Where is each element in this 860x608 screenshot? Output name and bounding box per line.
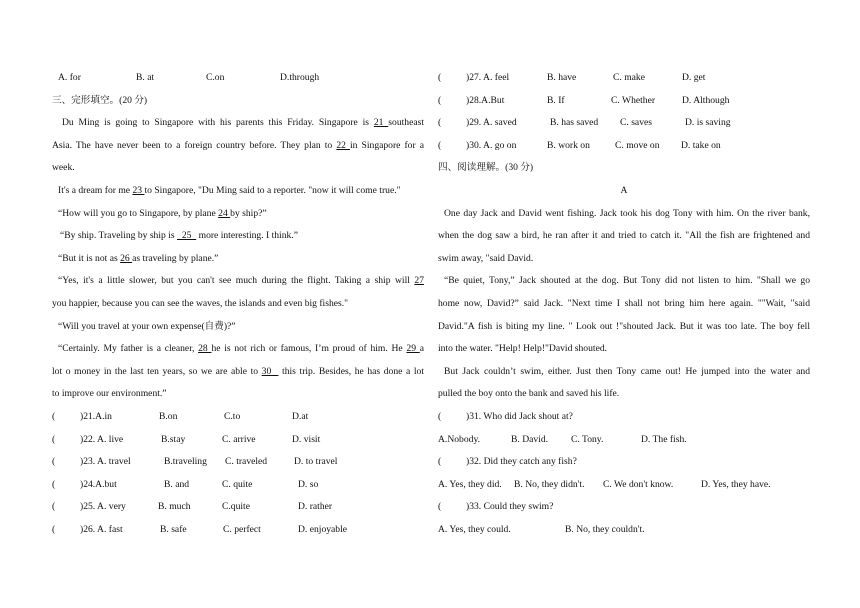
option-d: D. enjoyable — [298, 523, 348, 535]
option-b: B.on — [159, 410, 178, 422]
answer-paren: ( — [52, 478, 56, 490]
blank-21: 21 — [373, 117, 389, 129]
option-c: C. Tony. — [571, 433, 604, 445]
question-stem: )26. A. fast — [80, 523, 123, 535]
section-4-title: 四、阅读理解。(30 分) — [438, 162, 534, 174]
text: lot o money in the last ten years, so we are able to — [52, 365, 262, 377]
option-a: A.Nobody. — [438, 433, 481, 445]
paragraph-3 — [52, 203, 424, 226]
blank-29: 29 — [406, 343, 420, 355]
question-stem: )29. A. saved — [466, 117, 517, 129]
question-stem: )24.A.but — [80, 478, 117, 490]
question-32-options — [438, 474, 810, 497]
question-31-options — [438, 429, 810, 452]
option-c: C.quite — [222, 501, 250, 513]
blank-25: 25 — [177, 230, 197, 242]
option-d: D. is saving — [685, 117, 731, 129]
question-stem: )27. A. feel — [466, 72, 510, 83]
question-stem: )22. A. live — [80, 433, 124, 445]
reading-line-7: into the water. "Help! Help!"David shouted. — [438, 343, 608, 355]
option-c: C.to — [224, 410, 241, 422]
option-b: B. work on — [547, 139, 590, 151]
text: a — [419, 343, 424, 355]
blank-24: 24 — [218, 207, 231, 219]
question-22 — [52, 429, 424, 452]
option-d: D. get — [682, 72, 706, 83]
text: as traveling by plane.” — [132, 252, 219, 264]
reading-line-3: swim away, "said David. — [438, 252, 534, 264]
option-d: D. Yes, they have. — [701, 478, 771, 490]
paragraph-1-line-2 — [52, 135, 424, 158]
option-d: D. The fish. — [641, 433, 687, 445]
blank-30: 30 — [261, 365, 279, 377]
question-23 — [52, 451, 424, 474]
paragraph-4 — [52, 225, 424, 248]
paragraph-8-line-2 — [52, 361, 424, 384]
reading-line-4: “Be quiet, Tony,” Jack shouted at the dog. But Tony did not listen to him. "Shall we go — [444, 275, 810, 287]
text: this trip. Besides, he has done a lot — [278, 365, 424, 377]
question-31 — [438, 406, 810, 429]
blank-27: 27 — [414, 275, 424, 287]
reading-line-1: One day Jack and David went fishing. Jack took his dog Tony with him. On the river bank, — [444, 207, 810, 219]
reading-line-6: David."A fish is biting my line. " Look out !"shouted Jack. But it was too late. The boy fell — [438, 320, 810, 332]
paragraph-8-line-1 — [52, 338, 424, 361]
option-b: B.traveling — [164, 456, 207, 468]
text: “But it is not as — [58, 252, 121, 264]
paragraph-6-line-1 — [52, 270, 424, 293]
text: Asia. The have never been to a foreign country before. They plan to — [52, 139, 337, 151]
paragraph-1-line-1 — [52, 112, 424, 135]
paragraph-5 — [52, 248, 424, 271]
option-d: D. Although — [682, 94, 730, 106]
question-stem: )21.A.in — [80, 410, 112, 422]
answer-paren: ( — [52, 523, 56, 535]
option-c: C. Whether — [611, 94, 656, 106]
answer-paren: ( — [438, 117, 442, 129]
option-b: B. at — [136, 72, 155, 83]
text: to Singapore, "Du Ming said to a reporter. "now it will come true." — [144, 184, 401, 196]
answer-paren: ( — [438, 456, 442, 468]
option-c: C. We don't know. — [603, 478, 674, 490]
text: “How will you go to Singapore, by plane — [58, 207, 219, 219]
paragraph-2 — [52, 180, 424, 203]
paragraph-6-line-2: you happier, because you can see the waves, the islands and even big fishes." — [52, 297, 349, 309]
answer-paren: ( — [52, 456, 56, 468]
paragraph-7: “Will you travel at your own expense(自费)?” — [58, 320, 236, 332]
option-c: C. traveled — [225, 456, 268, 468]
answer-paren: ( — [438, 410, 442, 422]
option-b: B. If — [547, 94, 565, 106]
text: It's a dream for me — [58, 184, 133, 196]
answer-paren: ( — [438, 139, 442, 151]
question-25 — [52, 496, 424, 519]
options-row-top — [52, 67, 424, 90]
passage-label: A — [620, 184, 628, 196]
blank-28: 28 — [198, 343, 212, 355]
option-b: B. and — [164, 478, 190, 490]
option-d: D. to travel — [294, 456, 338, 468]
blank-23: 23 — [132, 184, 145, 196]
question-stem: )30. A. go on — [466, 139, 517, 151]
question-32 — [438, 451, 810, 474]
question-24 — [52, 474, 424, 497]
reading-line-9: pulled the boy onto the bank and saved his life. — [438, 388, 620, 400]
right-column — [438, 67, 810, 541]
question-27 — [438, 67, 810, 90]
option-c: C. make — [613, 72, 645, 83]
text: southeast — [388, 117, 424, 129]
option-b: B. have — [547, 72, 577, 83]
question-33-options — [438, 519, 810, 542]
question-stem: )23. A. travel — [80, 456, 131, 468]
option-b: B. has saved — [550, 117, 599, 129]
option-c: C. saves — [620, 117, 652, 129]
option-c: C.on — [206, 72, 225, 83]
option-d: D.through — [280, 72, 320, 83]
text: by ship?” — [230, 207, 267, 219]
option-b: B. much — [158, 501, 191, 513]
answer-paren: ( — [438, 94, 442, 106]
blank-22: 22 — [336, 139, 350, 151]
text: in Singapore for a — [349, 139, 424, 151]
left-column — [52, 67, 424, 541]
answer-paren: ( — [52, 433, 56, 445]
option-a: A. for — [58, 72, 81, 83]
text: more interesting. I think.” — [196, 230, 298, 242]
option-d: D. visit — [292, 433, 321, 445]
reading-line-5: home now, David?” said Jack. "Next time I shall not bring him here again. ""Wait, "said — [438, 297, 810, 309]
answer-paren: ( — [438, 501, 442, 513]
text: “Certainly. My father is a cleaner, — [58, 343, 199, 355]
option-d: D. rather — [298, 501, 333, 513]
paragraph-8-line-3: to improve our environment.” — [52, 388, 167, 400]
question-stem: )31. Who did Jack shout at? — [466, 410, 573, 422]
question-stem: )25. A. very — [80, 501, 126, 513]
question-26 — [52, 519, 424, 542]
answer-paren: ( — [52, 410, 56, 422]
answer-paren: ( — [52, 501, 56, 513]
option-a: A. Yes, they did. — [438, 478, 502, 490]
option-b: B. David. — [511, 433, 549, 445]
reading-line-2: when the dog saw a bird, he ran after it and tried to catch it. "All the fish are frightened and — [438, 230, 810, 242]
option-a: A. Yes, they could. — [438, 523, 511, 535]
option-c: C. perfect — [223, 523, 261, 535]
text: “By ship. Traveling by ship is — [60, 230, 178, 242]
question-stem: )32. Did they catch any fish? — [466, 456, 577, 468]
option-c: C. move on — [615, 139, 660, 151]
option-d: D. so — [298, 478, 319, 490]
option-c: C. quite — [222, 478, 253, 490]
text: Du Ming is going to Singapore with his parents this Friday. Singapore is — [62, 117, 374, 129]
question-stem: )33. Could they swim? — [466, 501, 554, 513]
text: “Yes, it's a little slower, but you can't see much during the flight. Taking a ship will — [58, 275, 415, 287]
reading-line-8: But Jack couldn’t swim, either. Just then Tony came out! He jumped into the water and — [444, 365, 810, 377]
option-b: B. safe — [160, 523, 187, 535]
option-b: B. No, they couldn't. — [565, 523, 645, 535]
question-21 — [52, 406, 424, 429]
option-b: B. No, they didn't. — [514, 478, 585, 490]
blank-26: 26 — [120, 252, 133, 264]
question-29 — [438, 112, 810, 135]
option-b: B.stay — [161, 433, 186, 445]
option-d: D.at — [292, 410, 309, 422]
question-30 — [438, 135, 810, 158]
question-33 — [438, 496, 810, 519]
question-28 — [438, 90, 810, 113]
answer-paren: ( — [438, 72, 442, 83]
text: he is not rich or famous, I’m proud of him. He — [211, 343, 407, 355]
paragraph-1-line-3: week. — [52, 162, 75, 174]
option-d: D. take on — [681, 139, 721, 151]
option-c: C. arrive — [222, 433, 256, 445]
section-3-title: 三、完形填空。(20 分) — [52, 94, 148, 106]
question-stem: )28.A.But — [466, 94, 505, 106]
